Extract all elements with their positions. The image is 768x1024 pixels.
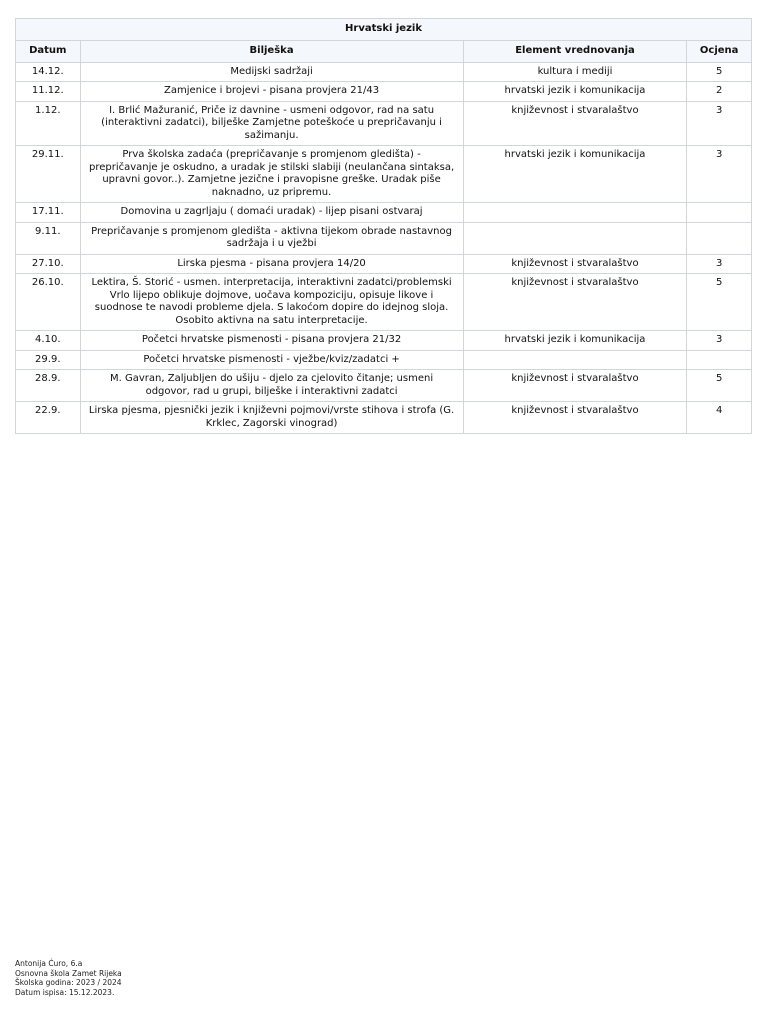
row-note: Prva školska zadaća (prepričavanje s promjenom gledišta) - prepričavanje je oskudno, a uradak je stilski slabiji (neulančana sintaksa, upravni govor..). Zamjetne jezične i pravopisne greške. Uradak piše naknadno, uz pripremu. bbox=[80, 146, 463, 203]
row-grade bbox=[687, 350, 752, 370]
subject-title: Hrvatski jezik bbox=[16, 19, 752, 41]
row-grade bbox=[687, 203, 752, 223]
row-note: Domovina u zagrljaju ( domaći uradak) - lijep pisani ostvaraj bbox=[80, 203, 463, 223]
column-header-grade: Ocjena bbox=[687, 41, 752, 63]
table-row bbox=[16, 331, 752, 351]
table-row bbox=[16, 203, 752, 223]
row-element: književnost i stvaralaštvo bbox=[463, 370, 687, 402]
row-date: 22.9. bbox=[16, 402, 81, 434]
page-footer bbox=[15, 959, 122, 997]
table-row bbox=[16, 82, 752, 102]
row-grade: 5 bbox=[687, 274, 752, 331]
row-element: hrvatski jezik i komunikacija bbox=[463, 146, 687, 203]
column-header-note: Bilješka bbox=[80, 41, 463, 63]
row-grade bbox=[687, 222, 752, 254]
row-element: književnost i stvaralaštvo bbox=[463, 402, 687, 434]
footer-school: Osnovna škola Zamet Rijeka bbox=[15, 968, 122, 978]
table-row bbox=[16, 274, 752, 331]
row-note: Lirska pjesma, pjesnički jezik i književni pojmovi/vrste stihova i strofa (G. Krklec, Zagorski vinograd) bbox=[80, 402, 463, 434]
footer-print-date: Datum ispisa: 15.12.2023. bbox=[15, 987, 115, 997]
row-note: M. Gavran, Zaljubljen do ušiju - djelo za cjelovito čitanje; usmeni odgovor, rad u grupi, bilješke i interaktivni zadatci bbox=[80, 370, 463, 402]
table-row bbox=[16, 222, 752, 254]
row-grade: 3 bbox=[687, 146, 752, 203]
row-grade: 5 bbox=[687, 62, 752, 82]
row-grade: 3 bbox=[687, 101, 752, 146]
table-header-row bbox=[16, 41, 752, 63]
row-date: 29.11. bbox=[16, 146, 81, 203]
row-grade: 5 bbox=[687, 370, 752, 402]
row-note: Prepričavanje s promjenom gledišta - aktivna tijekom obrade nastavnog sadržaja i u vježbi bbox=[80, 222, 463, 254]
row-note: I. Brlić Mažuranić, Priče iz davnine - usmeni odgovor, rad na satu (interaktivni zadatci), bilješke Zamjetne poteškoće u prepričavanju i sažimanju. bbox=[80, 101, 463, 146]
row-date: 26.10. bbox=[16, 274, 81, 331]
row-note: Lektira, Š. Storić - usmen. interpretacija, interaktivni zadatci/problemski Vrlo lijepo oblikuje dojmove, uočava kompoziciju, opisuje likove i suodnose te navodi probleme djela. S lakoćom dopire do idejnog sloja. Osobito aktivna na satu interpretacije. bbox=[80, 274, 463, 331]
table-row bbox=[16, 402, 752, 434]
row-date: 27.10. bbox=[16, 254, 81, 274]
table-row bbox=[16, 370, 752, 402]
row-element: književnost i stvaralaštvo bbox=[463, 274, 687, 331]
row-date: 4.10. bbox=[16, 331, 81, 351]
row-date: 17.11. bbox=[16, 203, 81, 223]
row-element: hrvatski jezik i komunikacija bbox=[463, 82, 687, 102]
row-date: 11.12. bbox=[16, 82, 81, 102]
row-date: 1.12. bbox=[16, 101, 81, 146]
row-element: književnost i stvaralaštvo bbox=[463, 254, 687, 274]
row-element bbox=[463, 350, 687, 370]
footer-student: Antonija Ćuro, 6.a bbox=[15, 959, 83, 968]
row-element bbox=[463, 203, 687, 223]
table-row bbox=[16, 350, 752, 370]
table-title-row bbox=[16, 19, 752, 41]
row-element bbox=[463, 222, 687, 254]
row-note: Početci hrvatske pismenosti - vježbe/kviz/zadatci + bbox=[80, 350, 463, 370]
row-grade: 3 bbox=[687, 254, 752, 274]
row-date: 14.12. bbox=[16, 62, 81, 82]
row-date: 28.9. bbox=[16, 370, 81, 402]
column-header-date: Datum bbox=[16, 41, 81, 63]
row-note: Medijski sadržaji bbox=[80, 62, 463, 82]
column-header-element: Element vrednovanja bbox=[463, 41, 687, 63]
row-element: hrvatski jezik i komunikacija bbox=[463, 331, 687, 351]
row-note: Zamjenice i brojevi - pisana provjera 21/43 bbox=[80, 82, 463, 102]
table-row bbox=[16, 101, 752, 146]
table-row bbox=[16, 146, 752, 203]
row-element: književnost i stvaralaštvo bbox=[463, 101, 687, 146]
table-row bbox=[16, 62, 752, 82]
row-date: 9.11. bbox=[16, 222, 81, 254]
row-grade: 4 bbox=[687, 402, 752, 434]
footer-school-year: Školska godina: 2023 / 2024 bbox=[15, 978, 122, 988]
row-element: kultura i mediji bbox=[463, 62, 687, 82]
row-grade: 3 bbox=[687, 331, 752, 351]
table-row bbox=[16, 254, 752, 274]
row-note: Početci hrvatske pismenosti - pisana provjera 21/32 bbox=[80, 331, 463, 351]
row-grade: 2 bbox=[687, 82, 752, 102]
row-date: 29.9. bbox=[16, 350, 81, 370]
row-note: Lirska pjesma - pisana provjera 14/20 bbox=[80, 254, 463, 274]
grades-table bbox=[15, 18, 752, 434]
